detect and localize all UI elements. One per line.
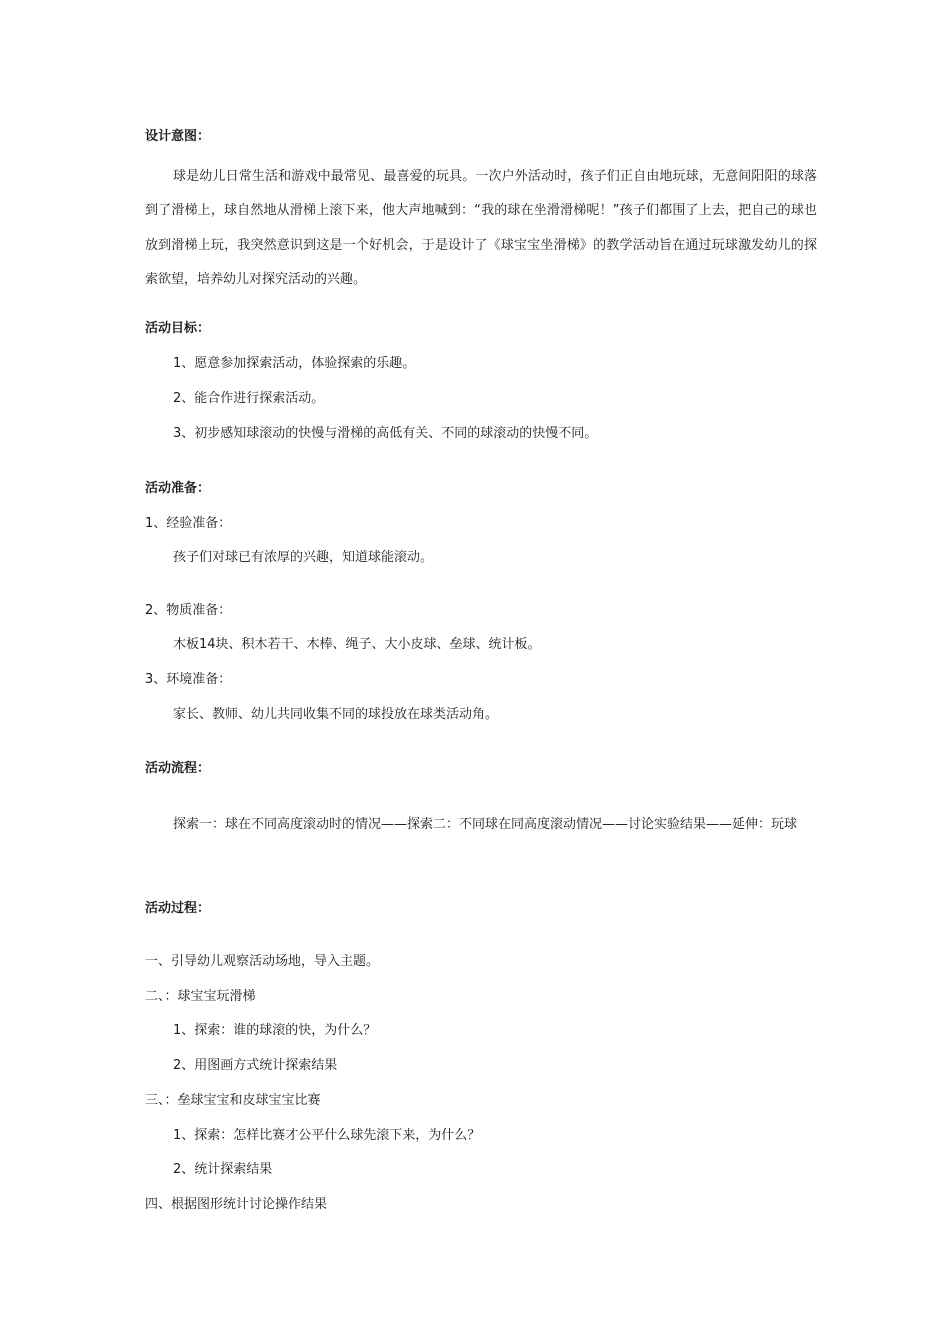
process-step-4: 四、根据图形统计讨论操作结果 bbox=[145, 1197, 328, 1212]
goal-item-1: 1、愿意参加探索活动，体验探索的乐趣。 bbox=[173, 356, 416, 371]
activity-flow-text: 探索一：球在不同高度滚动时的情况——探索二：不同球在同高度滚动情况——讨论实验结果——延伸：玩球 bbox=[173, 817, 798, 832]
environment-prep-title: 3、环境准备： bbox=[145, 672, 232, 687]
goal-item-3: 3、初步感知球滚动的快慢与滑梯的高低有关、不同的球滚动的快慢不同。 bbox=[173, 426, 598, 441]
process-step-3: 三、：垒球宝宝和皮球宝宝比赛 bbox=[145, 1093, 321, 1108]
process-step-2: 二、：球宝宝玩滑梯 bbox=[145, 989, 256, 1004]
process-step-3-item-2: 2、统计探索结果 bbox=[173, 1162, 273, 1177]
process-step-1: 一、引导幼儿观察活动场地，导入主题。 bbox=[145, 954, 380, 969]
activity-preparation-heading: 活动准备： bbox=[145, 481, 211, 496]
design-intent-paragraph: 球是幼儿日常生活和游戏中最常见、最喜爱的玩具。一次户外活动时，孩子们正自由地玩球，无意间阳阳的球落到了滑梯上，球自然地从滑梯上滚下来，他大声地喊到：“我的球在坐滑滑梯呢！”孩子们都围了上去，把自己的球也放到滑梯上玩，我突然意识到这是一个好机会，于是设计了《球宝宝坐滑梯》的教学活动旨在通过玩球激发幼儿的探索欲望，培养幼儿对探究活动的兴趣。 bbox=[145, 169, 817, 287]
activity-flow-heading: 活动流程： bbox=[145, 761, 211, 776]
process-step-2-item-1: 1、探索：谁的球滚的快，为什么？ bbox=[173, 1023, 377, 1038]
material-prep-title: 2、物质准备： bbox=[145, 603, 232, 618]
environment-prep-text: 家长、教师、幼儿共同收集不同的球投放在球类活动角。 bbox=[173, 707, 499, 722]
goal-item-2: 2、能合作进行探索活动。 bbox=[173, 391, 325, 406]
activity-process-heading: 活动过程： bbox=[145, 901, 211, 916]
experience-prep-title: 1、经验准备： bbox=[145, 516, 232, 531]
activity-goals-heading: 活动目标： bbox=[145, 321, 211, 336]
process-step-3-item-1: 1、探索：怎样比赛才公平什么球先滚下来，为什么？ bbox=[173, 1128, 481, 1143]
material-prep-text: 木板14块、积木若干、木棒、绳子、大小皮球、垒球、统计板。 bbox=[173, 637, 541, 652]
process-step-2-item-2: 2、用图画方式统计探索结果 bbox=[173, 1058, 338, 1073]
experience-prep-text: 孩子们对球已有浓厚的兴趣，知道球能滚动。 bbox=[173, 550, 434, 565]
design-intent-heading: 设计意图： bbox=[145, 129, 211, 144]
